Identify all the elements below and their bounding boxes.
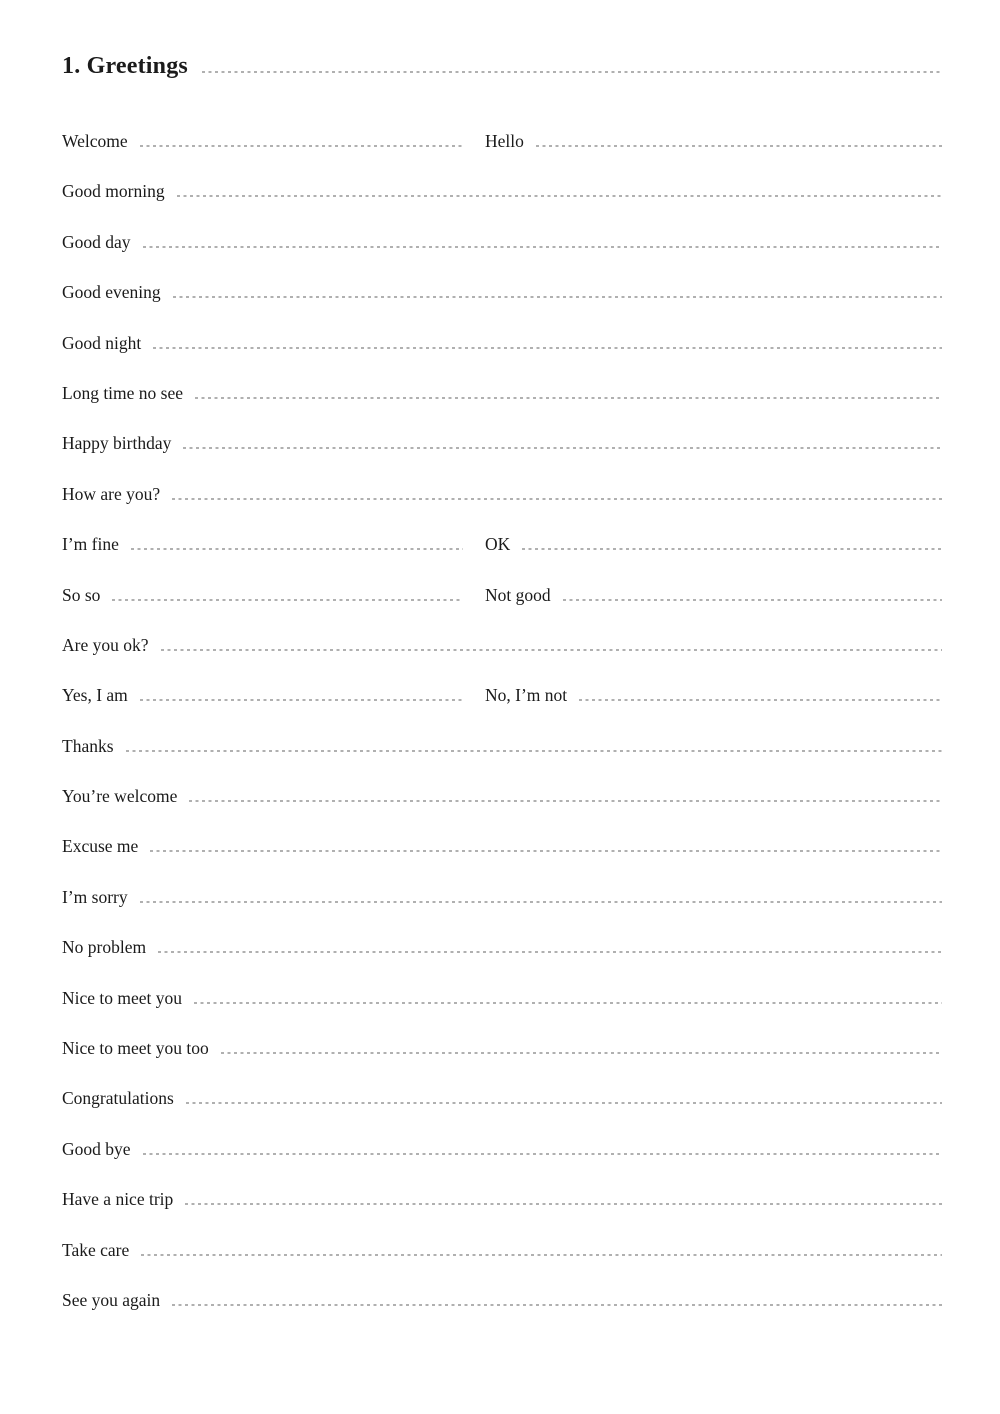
answer-line — [143, 1153, 942, 1155]
phrase-cell — [62, 231, 942, 252]
phrase-cell-right — [485, 536, 942, 554]
phrase-cell-left — [62, 687, 463, 705]
phrase-label: Yes, I am — [62, 685, 128, 706]
phrase-label: I’m fine — [62, 534, 119, 555]
answer-line — [189, 800, 942, 802]
phrase-row — [62, 919, 942, 969]
phrase-row — [62, 214, 942, 264]
phrase-label: Good morning — [62, 181, 165, 202]
phrase-cell — [62, 284, 942, 302]
phrase-label: You’re welcome — [62, 786, 178, 807]
phrase-cell — [62, 939, 942, 957]
phrase-label: Happy birthday — [62, 433, 172, 454]
phrase-row — [62, 365, 942, 415]
phrase-row — [62, 1121, 942, 1171]
phrase-cell-right — [485, 133, 942, 151]
answer-line — [112, 599, 463, 601]
phrase-label: See you again — [62, 1289, 161, 1310]
phrase-row — [62, 315, 942, 365]
answer-line — [563, 599, 942, 601]
phrase-label: Have a nice trip — [62, 1189, 174, 1210]
answer-line — [183, 447, 942, 449]
phrase-row — [62, 1020, 942, 1070]
page-title: 1. Greetings — [62, 53, 188, 79]
phrase-label: Take care — [62, 1239, 130, 1260]
phrase-cell — [62, 886, 942, 907]
answer-line — [195, 397, 942, 399]
phrase-row — [62, 718, 942, 768]
phrase-cell — [62, 1191, 942, 1209]
phrase-label: How are you? — [62, 483, 161, 504]
phrase-row — [62, 1272, 942, 1322]
phrase-label: Good day — [62, 231, 131, 252]
phrase-cell — [62, 1138, 942, 1159]
phrase-label: Hello — [485, 131, 524, 151]
answer-line — [177, 195, 942, 197]
phrase-row — [62, 264, 942, 314]
answer-line — [185, 1203, 942, 1205]
phrase-label: Good evening — [62, 282, 161, 303]
answer-line — [143, 246, 942, 248]
phrase-label: Nice to meet you — [62, 987, 183, 1008]
phrase-row — [62, 970, 942, 1020]
phrase-label: Thanks — [62, 735, 114, 756]
phrase-cell — [62, 788, 942, 806]
phrase-row — [62, 113, 942, 163]
answer-line — [158, 951, 942, 953]
answer-line — [161, 649, 942, 651]
phrase-row — [62, 466, 942, 516]
phrase-cell-left — [62, 536, 463, 554]
title-dotted-line — [202, 71, 942, 73]
phrase-label: So so — [62, 584, 101, 605]
phrase-cell — [62, 483, 942, 504]
phrase-label: Good night — [62, 332, 142, 353]
phrase-cell-right — [485, 687, 942, 705]
phrase-cell — [62, 634, 942, 655]
phrase-row — [62, 667, 942, 717]
phrase-cell-left — [62, 133, 463, 151]
phrase-label: I’m sorry — [62, 886, 128, 907]
answer-line — [536, 145, 942, 147]
phrase-label: No problem — [62, 937, 147, 958]
phrase-row — [62, 1171, 942, 1221]
phrase-label: Good bye — [62, 1138, 131, 1159]
phrase-row — [62, 516, 942, 566]
answer-line — [194, 1002, 942, 1004]
phrase-cell — [62, 735, 942, 756]
phrase-cell — [62, 987, 942, 1008]
phrase-label: Congratulations — [62, 1088, 174, 1109]
answer-line — [126, 750, 942, 752]
phrase-cell — [62, 332, 942, 353]
phrase-row — [62, 768, 942, 818]
phrase-cell — [62, 1090, 942, 1108]
phrase-label: Nice to meet you too — [62, 1038, 209, 1059]
answer-line — [186, 1102, 942, 1104]
phrase-label: Are you ok? — [62, 634, 149, 655]
phrase-cell — [62, 435, 942, 453]
phrase-cell — [62, 382, 942, 403]
phrase-row — [62, 567, 942, 617]
phrase-list — [62, 113, 942, 1322]
phrase-cell — [62, 838, 942, 856]
phrase-label: Long time no see — [62, 382, 184, 403]
phrase-row — [62, 1222, 942, 1272]
phrase-label: Welcome — [62, 131, 128, 151]
answer-line — [131, 548, 463, 550]
phrase-cell-left — [62, 584, 463, 605]
answer-line — [140, 901, 942, 903]
answer-line — [173, 296, 942, 298]
title-row — [62, 54, 942, 78]
phrase-cell — [62, 1040, 942, 1058]
answer-line — [172, 1304, 942, 1306]
phrase-row — [62, 163, 942, 213]
phrase-cell — [62, 183, 942, 201]
answer-line — [140, 145, 463, 147]
answer-line — [150, 850, 942, 852]
phrase-row — [62, 415, 942, 465]
phrase-cell — [62, 1239, 942, 1260]
phrase-cell — [62, 1289, 942, 1310]
phrase-row — [62, 869, 942, 919]
answer-line — [172, 498, 942, 500]
phrase-label: Excuse me — [62, 836, 139, 857]
answer-line — [522, 548, 942, 550]
phrase-row — [62, 1070, 942, 1120]
phrase-label: Not good — [485, 584, 551, 605]
answer-line — [141, 1254, 942, 1256]
phrase-row — [62, 617, 942, 667]
answer-line — [140, 699, 463, 701]
phrase-cell-right — [485, 584, 942, 605]
phrase-row — [62, 818, 942, 868]
answer-line — [579, 699, 942, 701]
answer-line — [221, 1052, 942, 1054]
phrase-label: OK — [485, 534, 511, 555]
answer-line — [153, 347, 942, 349]
phrase-label: No, I’m not — [485, 685, 568, 706]
